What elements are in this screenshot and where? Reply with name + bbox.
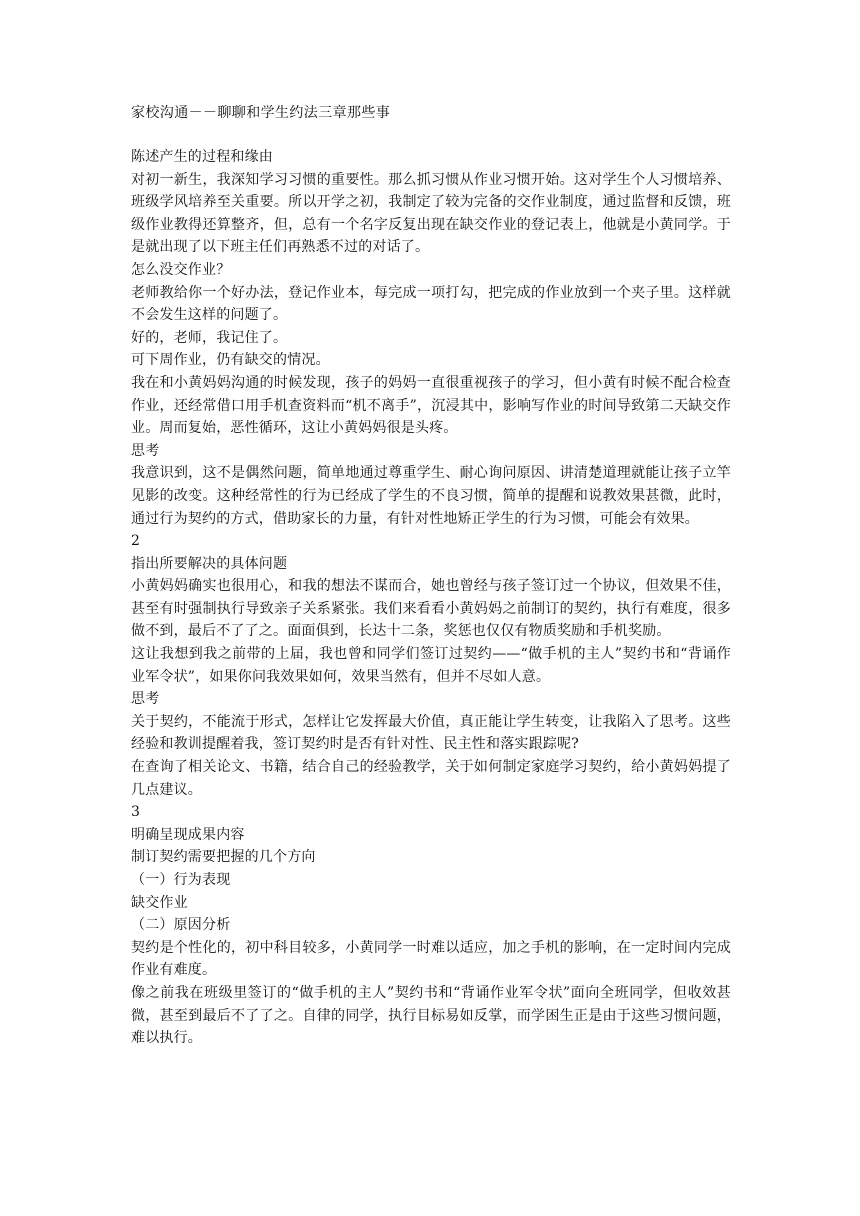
paragraph: 关于契约，不能流于形式，怎样让它发挥最大价值，真正能让学生转变，让我陷入了思考。这些经验和教训提醒着我，签订契约时是否有针对性、民主性和落实跟踪呢? <box>131 713 731 753</box>
paragraph: 这让我想到我之前带的上届，我也曾和同学们签订过契约——“做手机的主人”契约书和“背诵作业军令状”，如果你问我效果如何，效果当然有，但并不尽如人意。 <box>131 646 731 685</box>
paragraph: 指出所要解决的具体问题 <box>131 555 288 572</box>
paragraph: 在查询了相关论文、书籍，结合自己的经验教学，关于如何制定家庭学习契约，给小黄妈妈提了几点建议。 <box>131 759 731 798</box>
paragraph: 陈述产生的过程和缘由 <box>131 149 273 165</box>
paragraph: 怎么没交作业？ <box>131 261 231 278</box>
paragraph: 缺交作业 <box>131 894 188 911</box>
paragraph: （一）行为表现 <box>131 872 231 888</box>
paragraph: 好的，老师，我记住了。 <box>131 329 288 346</box>
paragraph: 思考 <box>131 442 160 459</box>
paragraph: 我意识到，这不是偶然问题，简单地通过尊重学生、耐心询问原因、讲清楚道理就能让孩子立竿见影的改变。这种经常性的行为已经成了学生的不良习惯，简单的提醒和说教效果甚微，此时，通过行为契约的方式，借助家长的力量，有针对性地矫正学生的行为习惯，可能会有效果。 <box>131 465 731 527</box>
paragraph: 小黄妈妈确实也很用心，和我的想法不谋而合，她也曾经与孩子签订过一个协议，但效果不佳，甚至有时强制执行导致亲子关系紧张。我们来看看小黄妈妈之前制订的契约，执行有难度，很多做不到，最后不了了之。面面俱到，长达十二条，奖惩也仅仅有物质奖励和手机奖励。 <box>131 578 731 640</box>
paragraph: 思考 <box>131 691 160 708</box>
section-number: 3 <box>131 804 141 821</box>
document-page <box>131 102 731 1050</box>
paragraph: 明确呈现成果内容 <box>131 826 245 843</box>
paragraph: 对初一新生，我深知学习习惯的重要性。那么抓习惯从作业习惯开始。这对学生个人习惯培养、班级学风培养至关重要。所以开学之初，我制定了较为完备的交作业制度，通过监督和反馈，班级作业教得还算整齐，但，总有一个名字反复出现在缺交作业的登记表上，他就是小黄同学。于是就出现了以下班主任们再熟悉不过的对话了。 <box>131 171 731 256</box>
paragraph: 老师教给你一个好办法，登记作业本，每完成一项打勾，把完成的作业放到一个夹子里。这样就不会发生这样的问题了。 <box>131 284 731 324</box>
paragraph: 契约是个性化的，初中科目较多，小黄同学一时难以适应，加之手机的影响，在一定时间内完成作业有难度。 <box>131 939 731 979</box>
document-body <box>131 146 731 1050</box>
paragraph: 可下周作业，仍有缺交的情况。 <box>131 352 330 369</box>
paragraph: 制订契约需要把握的几个方向 <box>131 849 316 866</box>
paragraph: 像之前我在班级里签订的“做手机的主人”契约书和“背诵作业军令状”面向全班同学，但收效甚微，甚至到最后不了了之。自律的同学，执行目标易如反掌，而学困生正是由于这些习惯问题，难以执行。 <box>131 984 731 1047</box>
document-title: 家校沟通－－聊聊和学生约法三章那些事 <box>131 105 391 121</box>
paragraph: 我在和小黄妈妈沟通的时候发现，孩子的妈妈一直很重视孩子的学习，但小黄有时候不配合检查作业，还经常借口用手机查资料而“机不离手”，沉浸其中，影响写作业的时间导致第二天缺交作业。周而复始，恶性循环，这让小黄妈妈很是头疼。 <box>131 374 731 437</box>
section-number: 2 <box>131 533 141 550</box>
paragraph: （二）原因分析 <box>131 917 231 934</box>
